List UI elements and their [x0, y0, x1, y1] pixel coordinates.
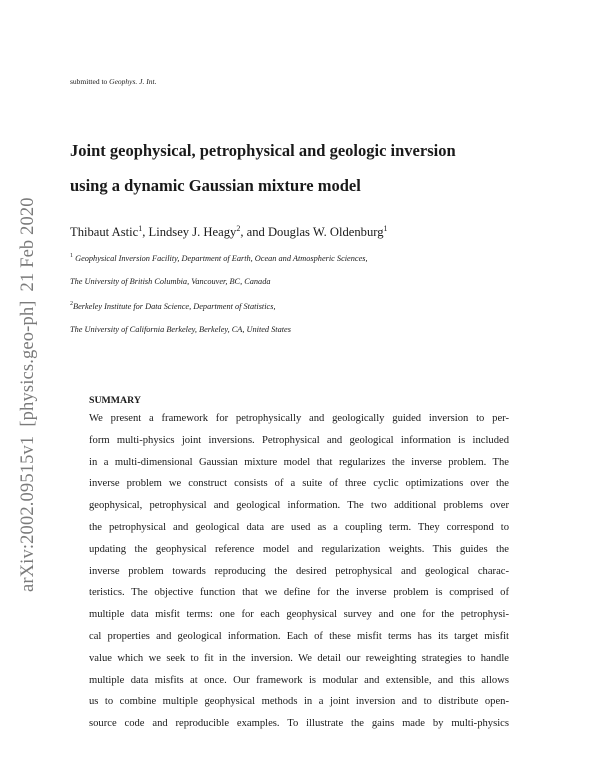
summary-line: updating the geophysical reference model and regularization weights. This guides the	[89, 543, 509, 555]
affiliation-2-line-2: The University of California Berkeley, Berkeley, CA, United States	[70, 325, 291, 334]
summary-line: teristics. The objective function that we define for the inverse problem is comprised of	[89, 587, 509, 599]
summary-line: value which we seek to fit in the inversion. We detail our reweighting strategies to handle	[89, 652, 509, 664]
submitted-note	[70, 77, 156, 86]
summary-line: multiple data misfits at once. Our framework is modular and extensible, and this allows	[89, 674, 509, 686]
summary-line: inverse problem we construct consists of a suite of three cyclic optimizations over the	[89, 478, 509, 490]
summary-line: We present a framework for petrophysically and geologically guided inversion to per-	[89, 413, 509, 424]
summary-heading: SUMMARY	[89, 395, 141, 406]
summary-line: form multi-physics joint inversions. Petrophysical and geological information is included	[89, 434, 509, 446]
summary-line: geophysical, petrophysical and geological information. The two additional problems over	[89, 500, 509, 512]
arxiv-category: [physics.geo-ph]	[18, 300, 38, 427]
summary-line: us to combine multiple geophysical methods in a joint inversion and to distribute open-	[89, 696, 509, 708]
affiliation-1-line-2: The University of British Columbia, Vancouver, BC, Canada	[70, 277, 271, 286]
journal-name: Geophys. J. Int.	[109, 77, 157, 86]
author-separator: , and	[240, 225, 268, 240]
author-name: Lindsey J. Heagy	[148, 225, 237, 240]
author-affiliation-mark: 2	[236, 224, 241, 233]
author-name: Douglas W. Oldenburg	[267, 225, 384, 240]
author-separator: ,	[142, 225, 149, 240]
affiliation-text: Geophysical Inversion Facility, Department of Earth, Ocean and Atmospheric Sciences,	[73, 253, 368, 263]
affiliation-mark: 1	[70, 253, 73, 259]
summary-body	[89, 408, 509, 735]
affiliation-mark: 2	[70, 301, 73, 307]
affiliation-text: Berkeley Institute for Data Science, Department of Statistics,	[73, 301, 276, 311]
author-list	[70, 224, 388, 240]
affiliation-2-line-1	[70, 301, 276, 311]
submitted-prefix: submitted to	[70, 77, 110, 86]
affiliation-1-line-1	[70, 253, 368, 263]
summary-line: the petrophysical and geological data are used as a coupling term. They correspond to	[89, 521, 509, 533]
summary-line: inverse problem towards reproducing the desired petrophysical and geological charac-	[89, 565, 509, 577]
paper-title	[70, 133, 540, 203]
summary-line: in a multi-dimensional Gaussian mixture model that regularizes the inverse problem. The	[89, 456, 509, 468]
title-line-1: Joint geophysical, petrophysical and geologic inversion	[70, 141, 456, 160]
summary-line: cal properties and geological information. Each of these misfit terms has its target misfit	[89, 630, 509, 642]
arxiv-stamp-text	[15, 182, 41, 592]
arxiv-date: 21 Feb 2020	[18, 197, 38, 292]
author-name: Thibaut Astic	[70, 225, 139, 240]
author-affiliation-mark: 1	[138, 224, 143, 233]
title-line-2: using a dynamic Gaussian mixture model	[70, 176, 361, 195]
arxiv-id[interactable]: arXiv:2002.09515v1	[18, 435, 38, 592]
author-affiliation-mark: 1	[383, 224, 388, 233]
summary-line: source code and reproducible examples. To illustrate the gains made by multi-physics	[89, 718, 509, 730]
arxiv-sidebar-stamp	[15, 182, 41, 592]
summary-line: multiple data misfit terms: one for each geophysical survey and one for the petrophysi-	[89, 609, 509, 621]
